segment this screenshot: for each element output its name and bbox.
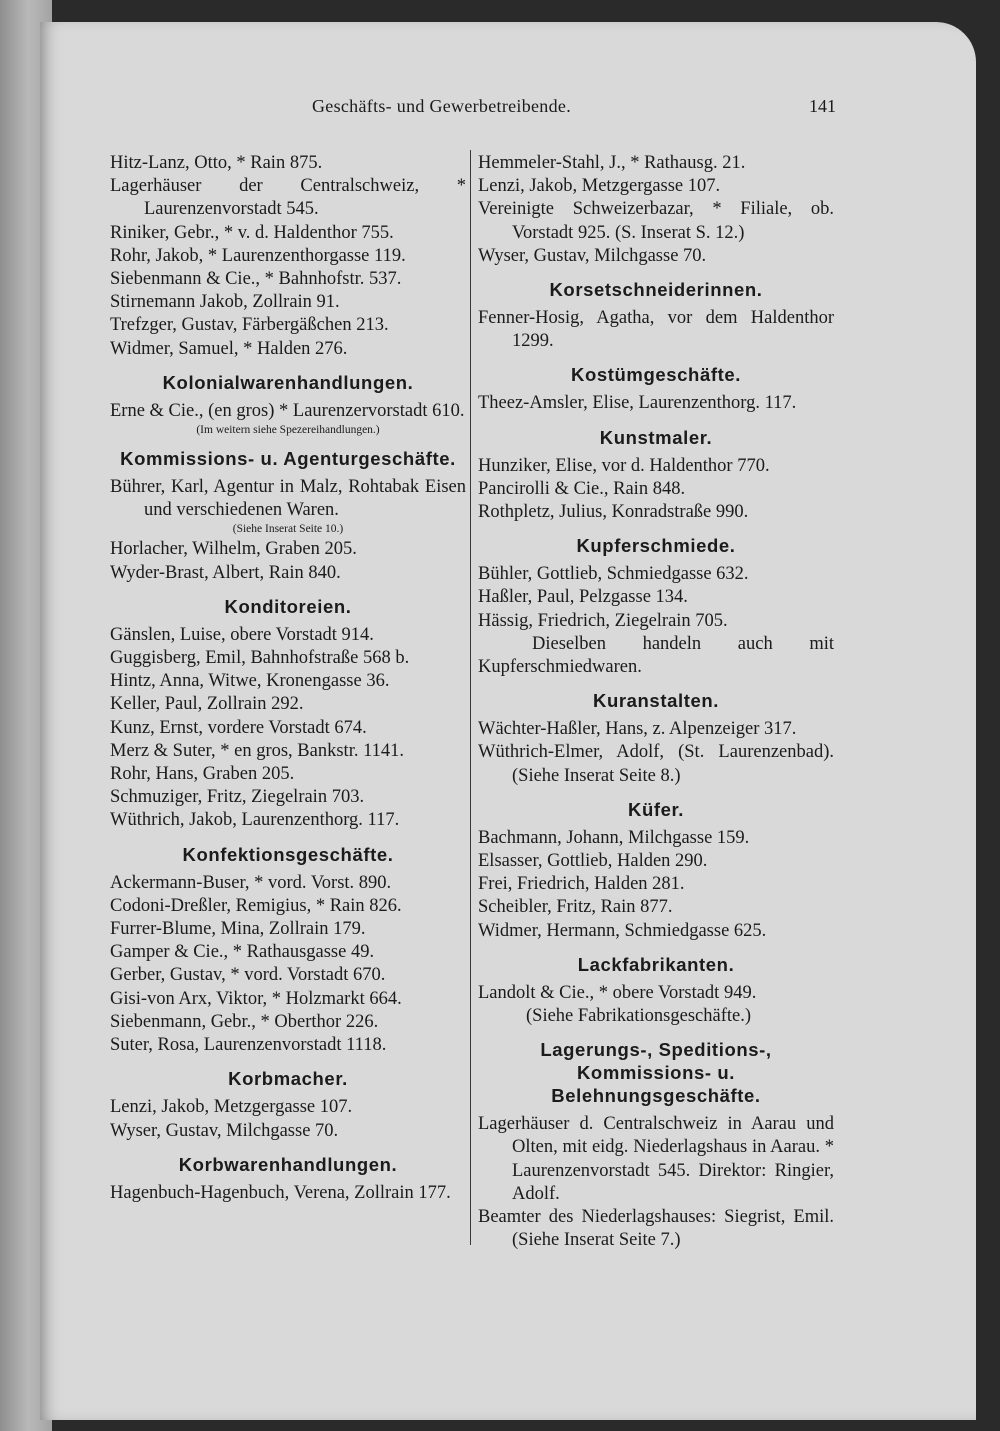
list-item: Schmuziger, Fritz, Ziegelrain 703.	[110, 787, 365, 808]
list-item: Rohr, Jakob, * Laurenzenthorgasse 119.	[110, 245, 406, 266]
left-column	[110, 152, 466, 1205]
list-item: Guggisberg, Emil, Bahnhofstraße 568 b.	[110, 648, 410, 669]
cross-reference-note: (Siehe Fabrikationsgeschäfte.)	[526, 1006, 752, 1027]
list-item: Lenzi, Jakob, Metzgergasse 107.	[478, 176, 721, 197]
right-column	[478, 152, 834, 1253]
list-item: Lagerhäuser der Centralschweiz, * Laurenzenvorstadt 545.	[110, 176, 466, 220]
section-heading-korbwaren: Korbwarenhandlungen.	[178, 1153, 398, 1175]
section-heading-kolonialwaren: Kolonialwarenhandlungen.	[162, 371, 414, 393]
list-item: Gerber, Gustav, * vord. Vorstadt 670.	[110, 965, 386, 986]
list-item: Lagerhäuser d. Centralschweiz in Aarau und Olten, mit eidg. Niederlagshaus in Aarau. * Laurenzenvorstadt 545. Direktor: Ringier, Adolf.	[478, 1114, 834, 1204]
section-heading-kupferschmiede: Kupferschmiede.	[576, 535, 736, 557]
list-item: Pancirolli & Cie., Rain 848.	[478, 478, 686, 499]
section-heading-kunstmaler: Kunstmaler.	[599, 426, 713, 448]
list-item: Wüthrich, Jakob, Laurenzenthorg. 117.	[110, 810, 400, 831]
list-item: Rohr, Hans, Graben 205.	[110, 764, 295, 785]
list-item: Gänslen, Luise, obere Vorstadt 914.	[110, 624, 374, 645]
list-item: Bachmann, Johann, Milchgasse 159.	[478, 827, 750, 848]
list-item: Hintz, Anna, Witwe, Kronengasse 36.	[110, 671, 390, 692]
list-item: Hitz-Lanz, Otto, * Rain 875.	[110, 153, 323, 173]
list-item: Erne & Cie., (en gros) * Laurenzervorstadt 610.	[110, 400, 465, 421]
list-item: Ackermann-Buser, * vord. Vorst. 890.	[110, 872, 392, 893]
list-item: Rothpletz, Julius, Konradstraße 990.	[478, 502, 749, 523]
list-item: Frei, Friedrich, Halden 281.	[478, 874, 685, 895]
list-item: Vereinigte Schweizerbazar, * Filiale, ob. Vorstadt 925. (S. Inserat S. 12.)	[478, 199, 834, 243]
section-heading-konfektion: Konfektionsgeschäfte.	[182, 843, 394, 865]
list-item: Lenzi, Jakob, Metzgergasse 107.	[110, 1097, 353, 1118]
list-item: Haßler, Paul, Pelzgasse 134.	[478, 587, 688, 608]
section-heading-kommissions: Kommissions- u. Agenturgeschäfte.	[120, 448, 456, 470]
list-item: Wächter-Haßler, Hans, z. Alpenzeiger 317.	[478, 719, 797, 740]
list-item: Gisi-von Arx, Viktor, * Holzmarkt 664.	[110, 988, 402, 1009]
list-item: Siebenmann & Cie., * Bahnhofstr. 537.	[110, 269, 402, 290]
section-heading-kuranstalten: Kuranstalten.	[592, 690, 720, 712]
list-item: Wyder-Brast, Albert, Rain 840.	[110, 562, 341, 583]
list-item: Suter, Rosa, Laurenzenvorstadt 1118.	[110, 1035, 387, 1056]
list-item: Beamter des Niederlagshauses: Siegrist, Emil. (Siehe Inserat Seite 7.)	[478, 1207, 834, 1251]
list-item: Bührer, Karl, Agentur in Malz, Rohtabak Eisen und verschiedenen Waren.	[110, 477, 466, 521]
section-heading-lackfabrikanten: Lackfabrikanten.	[577, 953, 735, 975]
list-item: Wüthrich-Elmer, Adolf, (St. Laurenzenbad). (Siehe Inserat Seite 8.)	[478, 742, 834, 786]
section-heading-konditoreien: Konditoreien.	[224, 595, 352, 617]
list-item: Fenner-Hosig, Agatha, vor dem Haldenthor 1299.	[478, 308, 834, 352]
section-heading-kuefer: Küfer.	[627, 798, 685, 820]
cross-reference-note: (Siehe Inserat Seite 10.)	[232, 523, 344, 536]
section-heading-korbmacher: Korbmacher.	[228, 1068, 348, 1090]
list-item: Widmer, Hermann, Schmiedgasse 625.	[478, 920, 767, 941]
list-item: Stirnemann Jakob, Zollrain 91.	[110, 292, 340, 313]
section-heading-kostuemgeschaefte: Kostümgeschäfte.	[571, 364, 741, 386]
running-title: Geschäfts- und Gewerbetreibende.	[312, 96, 571, 116]
list-item: Bühler, Gottlieb, Schmiedgasse 632.	[478, 564, 749, 585]
list-item: Theez-Amsler, Elise, Laurenzenthorg. 117.	[478, 393, 797, 414]
list-item: Elsasser, Gottlieb, Halden 290.	[478, 851, 708, 872]
section-note: Dieselben handeln auch mit Kupferschmiedwaren.	[478, 633, 834, 678]
list-item: Hemmeler-Stahl, J., * Rathausg. 21.	[478, 153, 746, 173]
cross-reference-note: (Im weitern siehe Spezereihandlungen.)	[196, 424, 380, 437]
list-item: Gamper & Cie., * Rathausgasse 49.	[110, 942, 375, 963]
list-item: Widmer, Samuel, * Halden 276.	[110, 338, 348, 359]
list-item: Kunz, Ernst, vordere Vorstadt 674.	[110, 717, 367, 738]
list-item: Furrer-Blume, Mina, Zollrain 179.	[110, 919, 366, 940]
list-item: Codoni-Dreßler, Remigius, * Rain 826.	[110, 895, 402, 916]
list-item: Hässig, Friedrich, Ziegelrain 705.	[478, 610, 728, 631]
list-item: Wyser, Gustav, Milchgasse 70.	[478, 245, 707, 266]
list-item: Horlacher, Wilhelm, Graben 205.	[110, 539, 357, 560]
section-heading-lagerungsgeschaefte: Lagerungs-, Speditions-, Kommissions- u. Belehnungsgeschäfte.	[540, 1039, 772, 1107]
list-item: Merz & Suter, * en gros, Bankstr. 1141.	[110, 740, 405, 761]
page-number: 141	[809, 96, 836, 116]
list-item: Siebenmann, Gebr., * Oberthor 226.	[110, 1011, 379, 1032]
list-item: Riniker, Gebr., * v. d. Haldenthor 755.	[110, 222, 394, 243]
list-item: Hagenbuch-Hagenbuch, Verena, Zollrain 177.	[110, 1182, 451, 1203]
list-item: Landolt & Cie., * obere Vorstadt 949.	[478, 982, 757, 1003]
list-item: Hunziker, Elise, vor d. Haldenthor 770.	[478, 455, 770, 476]
list-item: Trefzger, Gustav, Färbergäßchen 213.	[110, 315, 389, 336]
column-divider	[470, 150, 471, 1245]
section-heading-korsetschneiderinnen: Korsetschneiderinnen.	[549, 279, 763, 301]
list-item: Wyser, Gustav, Milchgasse 70.	[110, 1120, 339, 1141]
list-item: Scheibler, Fritz, Rain 877.	[478, 897, 673, 918]
list-item: Keller, Paul, Zollrain 292.	[110, 694, 304, 715]
